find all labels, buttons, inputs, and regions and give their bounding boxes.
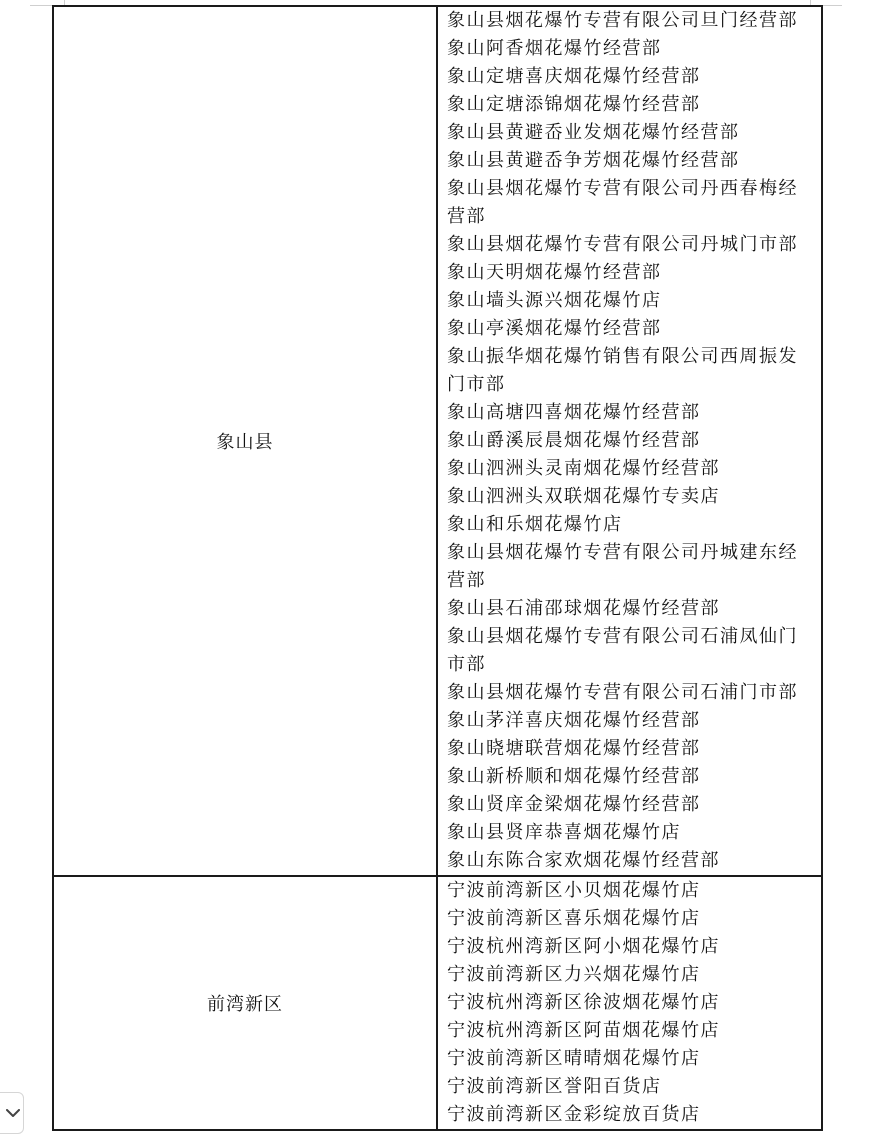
shop-name: 宁波杭州湾新区徐波烟花爆竹店 (447, 992, 720, 1013)
shop-name: 象山泗洲头双联烟花爆竹专卖店 (447, 486, 720, 507)
shop-name: 宁波前湾新区喜乐烟花爆竹店 (447, 908, 701, 929)
shop-name: 象山振华烟花爆竹销售有限公司西周振发门市部 (447, 346, 798, 395)
shop-name: 象山县烟花爆竹专营有限公司旦门经营部 (447, 10, 798, 31)
shop-name: 象山泗洲头灵南烟花爆竹经营部 (447, 458, 720, 479)
shop-name: 象山爵溪辰晨烟花爆竹经营部 (447, 430, 701, 451)
shop-name: 宁波杭州湾新区阿小烟花爆竹店 (447, 936, 720, 957)
shop-name: 象山县烟花爆竹专营有限公司丹西春梅经营部 (447, 178, 798, 227)
shop-name: 象山贤庠金梁烟花爆竹经营部 (447, 794, 701, 815)
shop-list-table (52, 5, 823, 1131)
shop-name: 象山县黄避岙争芳烟花爆竹经营部 (447, 150, 740, 171)
shop-name: 象山县贤庠恭喜烟花爆竹店 (447, 822, 681, 843)
shops-cell (437, 876, 822, 1130)
shop-name: 象山县黄避岙业发烟花爆竹经营部 (447, 122, 740, 143)
shop-name: 象山县烟花爆竹专营有限公司石浦门市部 (447, 682, 798, 703)
shop-name: 象山和乐烟花爆竹店 (447, 514, 623, 535)
shop-name: 象山茅洋喜庆烟花爆竹经营部 (447, 710, 701, 731)
shop-name: 宁波前湾新区誉阳百货店 (447, 1076, 662, 1097)
table-body (53, 6, 822, 1130)
shop-name: 象山定塘喜庆烟花爆竹经营部 (447, 66, 701, 87)
region-cell: 前湾新区 (53, 876, 437, 1130)
shop-name: 象山县烟花爆竹专营有限公司石浦凤仙门市部 (447, 626, 798, 675)
shop-name: 宁波前湾新区金彩绽放百货店 (447, 1104, 701, 1125)
shop-name: 象山新桥顺和烟花爆竹经营部 (447, 766, 701, 787)
shop-name: 象山墙头源兴烟花爆竹店 (447, 290, 662, 311)
table-row (53, 876, 822, 1130)
shop-name: 象山县石浦邵球烟花爆竹经营部 (447, 598, 720, 619)
shop-name: 象山县烟花爆竹专营有限公司丹城建东经营部 (447, 542, 798, 591)
shop-name: 宁波前湾新区小贝烟花爆竹店 (447, 880, 701, 901)
shop-name: 象山晓塘联营烟花爆竹经营部 (447, 738, 701, 759)
shop-name: 象山高塘四喜烟花爆竹经营部 (447, 402, 701, 423)
shop-name: 象山天明烟花爆竹经营部 (447, 262, 662, 283)
region-cell: 象山县 (53, 6, 437, 876)
collapse-button[interactable] (0, 1092, 24, 1134)
shop-name: 宁波杭州湾新区阿苗烟花爆竹店 (447, 1020, 720, 1041)
shops-cell (437, 6, 822, 876)
shop-name: 象山阿香烟花爆竹经营部 (447, 38, 662, 59)
table-row (53, 6, 822, 876)
shop-name: 象山定塘添锦烟花爆竹经营部 (447, 94, 701, 115)
chevron-down-icon (6, 1109, 20, 1118)
shop-name: 宁波前湾新区力兴烟花爆竹店 (447, 964, 701, 985)
shop-name: 象山县烟花爆竹专营有限公司丹城门市部 (447, 234, 798, 255)
shop-name: 象山亭溪烟花爆竹经营部 (447, 318, 662, 339)
shop-name: 象山东陈合家欢烟花爆竹经营部 (447, 850, 720, 871)
shop-name: 宁波前湾新区晴晴烟花爆竹店 (447, 1048, 701, 1069)
